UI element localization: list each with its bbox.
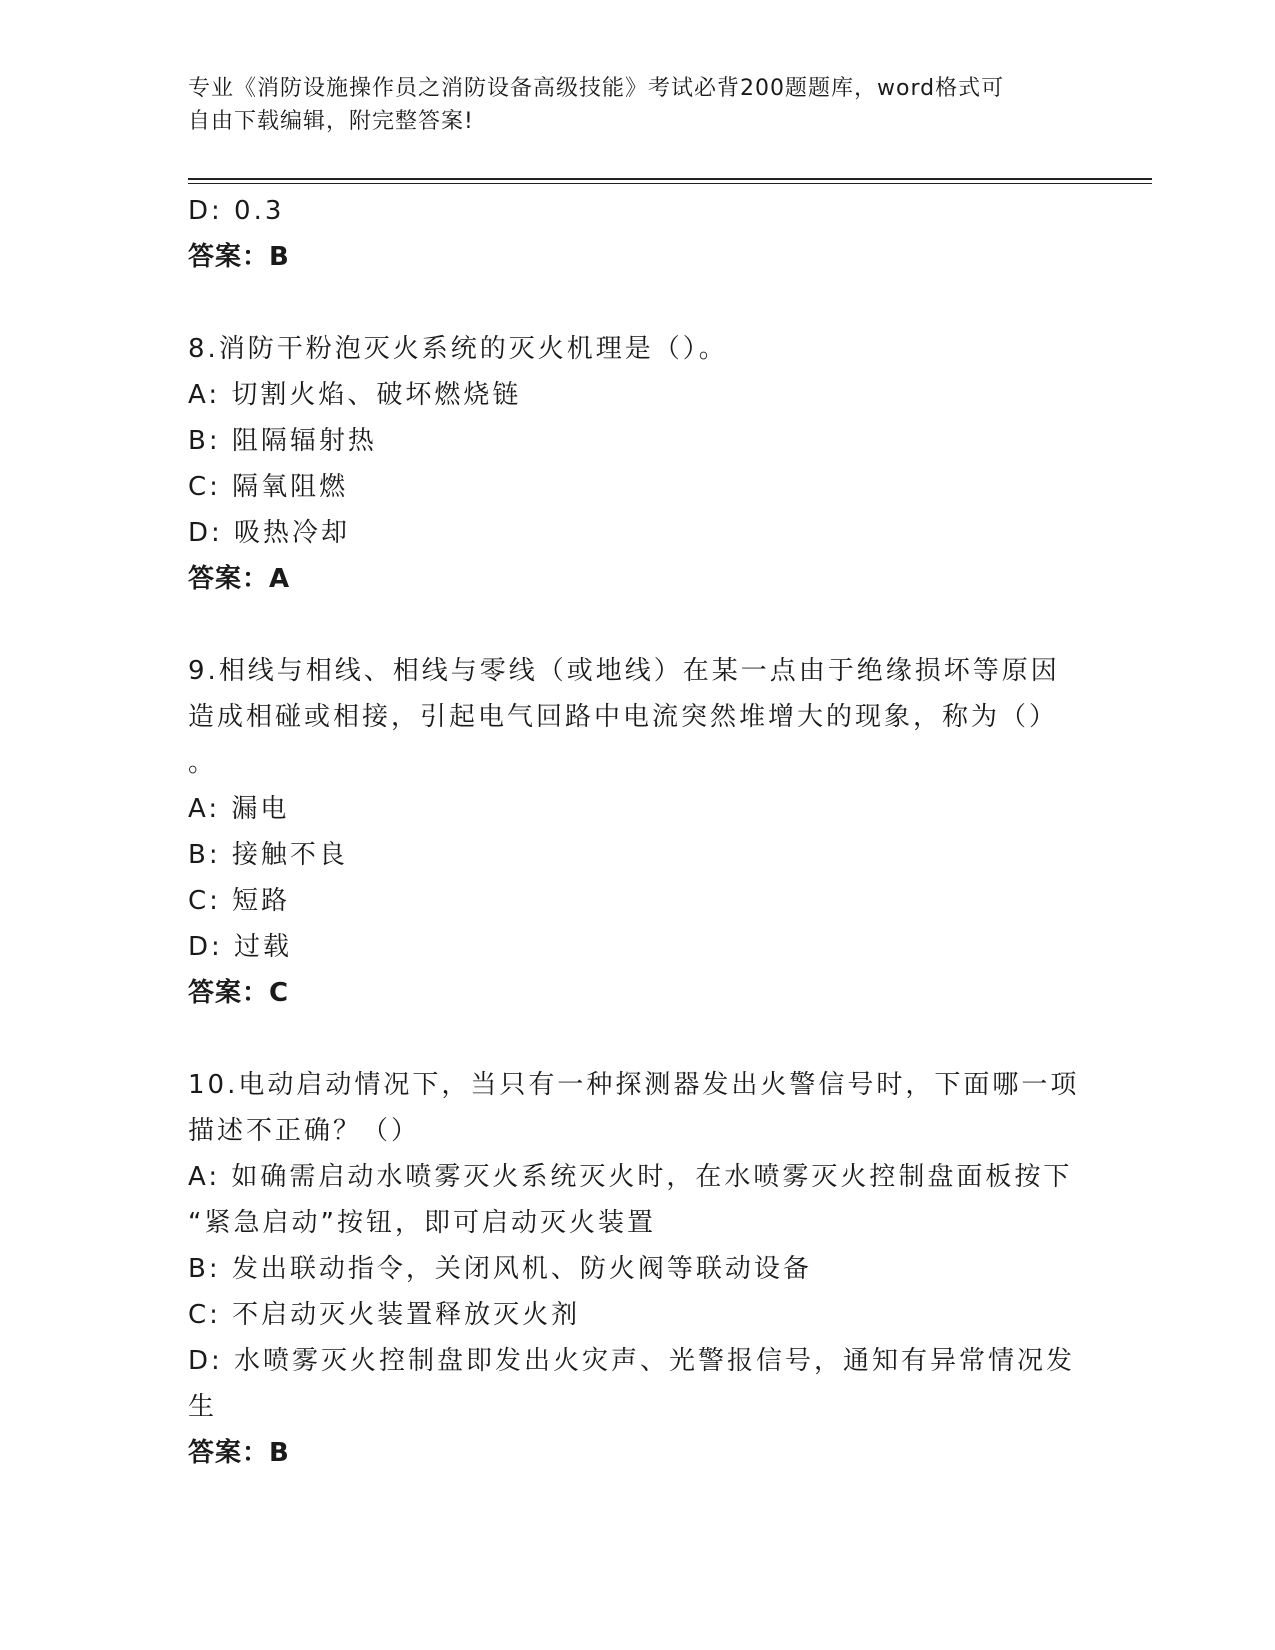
spacer <box>188 1016 1088 1062</box>
option-line: 生 <box>188 1392 218 1422</box>
spacer <box>188 280 1088 326</box>
option-line: A: 如确需启动水喷雾灭火系统灭火时，在水喷雾灭火控制盘面板按下 <box>188 1162 1073 1192</box>
question-content <box>188 188 1088 1476</box>
option-line: A: 切割火焰、破坏燃烧链 <box>188 380 522 410</box>
answer-line: 答案：C <box>188 978 290 1008</box>
option-line: C: 不启动灭火装置释放灭火剂 <box>188 1300 581 1330</box>
option-line: D: 水喷雾灭火控制盘即发出火灾声、光警报信号，通知有异常情况发 <box>188 1346 1076 1376</box>
option-line: D: 吸热冷却 <box>188 518 351 548</box>
question-line: 描述不正确？（） <box>188 1116 421 1146</box>
option-line: B: 发出联动指令，关闭风机、防火阀等联动设备 <box>188 1254 812 1284</box>
answer-line: 答案：A <box>188 564 291 594</box>
question-line: 8.消防干粉泡灭火系统的灭火机理是（）。 <box>188 334 728 364</box>
option-line: C: 短路 <box>188 886 291 916</box>
option-line: B: 阻隔辐射热 <box>188 426 377 456</box>
header-divider <box>188 178 1152 184</box>
option-line: “紧急启动”按钮，即可启动灭火装置 <box>188 1208 656 1238</box>
option-line: D: 0.3 <box>188 196 285 226</box>
spacer <box>188 602 1088 648</box>
header-line-1: 专业《消防设施操作员之消防设备高级技能》考试必背200题题库，word格式可 <box>188 76 1005 101</box>
question-line: 10.电动启动情况下，当只有一种探测器发出火警信号时，下面哪一项 <box>188 1070 1080 1100</box>
page-header <box>188 72 1068 138</box>
option-line: D: 过载 <box>188 932 293 962</box>
answer-line: 答案：B <box>188 242 290 272</box>
question-line: 。 <box>188 748 218 778</box>
option-line: C: 隔氧阻燃 <box>188 472 349 502</box>
option-line: A: 漏电 <box>188 794 290 824</box>
question-line: 造成相碰或相接，引起电气回路中电流突然堆增大的现象，称为（） <box>188 702 1059 732</box>
question-line: 9.相线与相线、相线与零线（或地线）在某一点由于绝缘损坏等原因 <box>188 656 1060 686</box>
header-line-2: 自由下载编辑，附完整答案! <box>188 109 474 134</box>
answer-line: 答案：B <box>188 1438 290 1468</box>
option-line: B: 接触不良 <box>188 840 348 870</box>
